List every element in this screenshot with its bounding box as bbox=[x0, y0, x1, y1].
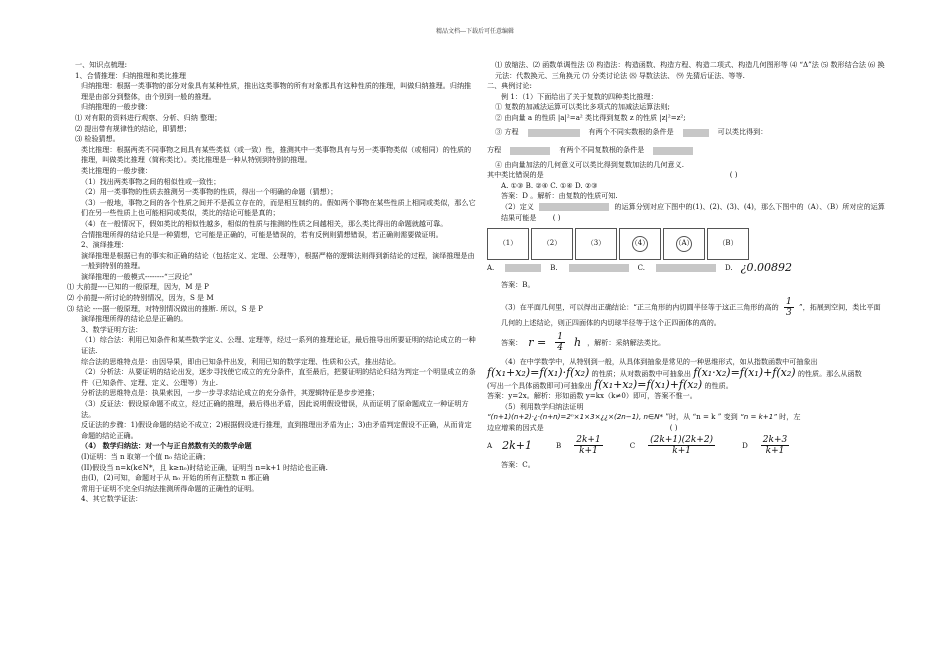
paragraph: （5）利用数学归纳法证明 bbox=[501, 401, 584, 411]
item-text: 可以类比得到： bbox=[717, 127, 768, 137]
answer-blank: ( ) bbox=[669, 422, 678, 432]
list-item: ⑶ 检验猜想。 bbox=[75, 134, 120, 144]
fraction bbox=[648, 435, 715, 456]
list-item: （2）用一类事物的性质去推测另一类事物的性质，得出一个明确的命题（猜想）； bbox=[81, 187, 338, 197]
figure-2 bbox=[531, 228, 573, 260]
figure-label: （B） bbox=[718, 239, 738, 248]
question-line bbox=[487, 170, 887, 181]
paragraph: 综合法的思维特点是：由因导果，即由已知条件出发，利用已知的数学定理、性质和公式，推出结论。 bbox=[81, 356, 401, 366]
item-text: 有两个不同实数根的条件是 bbox=[588, 127, 674, 137]
paragraph: 归纳推理：根据一类事物的部分对象具有某种性质，推出这类事物的所有对象都具有这种性质的推理，叫做归纳推理。归纳推理是由部分到整体，由个别到一般的推理。 bbox=[81, 81, 472, 101]
list-item: (II)假设当 n=k(k∈N*，且 k≥n₀)时结论正确，证明当 n=k+1 时结论也正确. bbox=[81, 462, 328, 472]
option-d-label: D bbox=[742, 440, 748, 450]
list-item: ⑶ 结论 ----据一般原理，对特别情况做出的推断. 所以，S 是 P bbox=[67, 303, 263, 313]
subheading: 1、合情推理：归纳推理和类比推理 bbox=[75, 70, 186, 80]
fraction bbox=[761, 435, 789, 456]
subheading: 3、数学证明方法： bbox=[81, 324, 143, 334]
equation-image bbox=[528, 129, 580, 137]
paragraph: 类比推理：根据两类不同事物之间具有某些类似（或一致）性，推测其中一类事物具有与另一类事物类似（或相同）的性质的推理，叫做类比推理（简称类比）。类比推理是一种从特别到特别的推理。 bbox=[81, 144, 472, 165]
equation: f(x₁+x₂)=f(x₁)·f(x₂) bbox=[487, 365, 590, 379]
answer-text: 答案：y=2x。解析：形如函数 y=kx（k≠0）即可，答案不惟一。 bbox=[487, 391, 697, 401]
left-column bbox=[67, 60, 477, 505]
denominator: k+1 bbox=[672, 446, 691, 457]
paragraph: 常用于证明不完全归纳法推测所得命题的正确性的证明。 bbox=[81, 483, 259, 493]
list-item: （4）在一般情况下，假如类比的相似性越多，相似的性质与推测的性质之间越相关，那么类比得出的命题就越可靠。 bbox=[81, 218, 448, 228]
section-heading: 二、典例讨论: bbox=[487, 81, 532, 91]
figure-label: （2） bbox=[542, 239, 562, 248]
numerator: 1 bbox=[785, 296, 792, 307]
paragraph: （2）分析法：从要证明的结论出发，逐步寻找使它成立的充分条件，直至最后，把要证明的结论归结为判定一个明显成立的条件（已知条件、定理、定义、公理等）为止. bbox=[81, 367, 476, 387]
list-item: （3）一般地，事物之间的各个性质之间并不是孤立存在的，而是相互制约的。假如两个事物在某些性质上相同或类似，那么它们在另一些性质上也可能相同或类似，类比的结论可能是真的； bbox=[81, 197, 476, 218]
figure-label: （4） bbox=[630, 239, 650, 248]
denominator: k+1 bbox=[765, 446, 785, 457]
item-label: 方程 bbox=[487, 145, 502, 155]
paragraph: 归纳推理的一般步骤： bbox=[81, 102, 152, 112]
paragraph bbox=[487, 412, 887, 423]
equation-image bbox=[510, 147, 550, 155]
answer-line bbox=[487, 332, 887, 353]
question-text: 边应增乘的因式是 bbox=[487, 422, 544, 432]
list-item: ⑵ 提出带有规律性的结论，即猜想； bbox=[75, 123, 191, 133]
denominator: 3 bbox=[785, 307, 792, 318]
question-line bbox=[487, 423, 887, 434]
figure-3 bbox=[575, 228, 617, 260]
answer-blank: ( ) bbox=[552, 212, 561, 222]
paragraph: （3）反证法：假设原命题不成立，经过正确的推理，最后得出矛盾，因此说明假设错误，从而证明了原命题成立一种证明方法。 bbox=[81, 399, 469, 419]
equation: f(x₁+x₂)=f(x₁)+f(x₂) bbox=[594, 377, 703, 391]
answer-text: 答案：C。 bbox=[501, 460, 535, 470]
list-item: ⑴ 大前提----已知的一般原理，因为，M 是 P bbox=[67, 282, 209, 292]
figure-4 bbox=[619, 228, 661, 260]
list-item bbox=[487, 124, 887, 142]
list-item: （1）找出两类事物之间的相似性或一致性； bbox=[81, 176, 221, 186]
item-label: ③ 方程 bbox=[495, 127, 519, 137]
paragraph: 类比推理的一般步骤： bbox=[81, 165, 152, 175]
paragraph: 分析法的思维特点是：执果索因，一步一步寻求结论成立的充分条件，其逻辑特征是步步逆推； bbox=[81, 388, 379, 398]
equation-image bbox=[539, 203, 609, 211]
figure-row bbox=[487, 226, 887, 260]
paragraph: （1）综合法：利用已知条件和某些数学定义、公理、定理等，经过一系列的推理论证，最后推导出所要证明的结论成立的一种证法. bbox=[81, 335, 476, 356]
paragraph bbox=[487, 202, 887, 223]
choice-options: A. ①③ B. ②④ C. ①④ D. ②③ bbox=[501, 180, 598, 190]
paragraph: 演绎推理所得的结论总是正确的。 bbox=[81, 314, 188, 324]
paragraph-text: ”时，从 “n = k ” 变到 bbox=[665, 412, 738, 422]
equation: h bbox=[574, 335, 582, 349]
answer-text: 答案：D 。解析：由复数的性质可知. bbox=[501, 191, 618, 201]
option-c-label: C bbox=[629, 440, 636, 450]
paragraph bbox=[487, 377, 887, 392]
list-item: ② 由向量 a 的性质 |a|²=a² 类比得到复数 z 的性质 |z|²=z²; bbox=[495, 112, 686, 122]
paragraph: （4）在中学数学中，从特别到一般，从具体到抽象是常见的一种思维形式，如从指数函数中可抽象出 bbox=[501, 357, 818, 367]
paragraph: 合情推理所得的结论只是一种猜想，它可能是正确的，可能是错误的，若有反例则猜想错误，若正确则需要做证明。 bbox=[81, 229, 443, 239]
equation: r = bbox=[528, 335, 547, 349]
numerator: 2k+3 bbox=[762, 435, 788, 446]
paragraph-text: 时，左 bbox=[779, 412, 801, 422]
numerator: (2k+1)(2k+2) bbox=[650, 435, 714, 446]
option-a-label: A bbox=[487, 440, 493, 450]
choice-options bbox=[487, 262, 887, 274]
list-item: (I)证明：当 n 取第一个值 n₀ 结论正确； bbox=[81, 451, 210, 461]
paragraph: 由(I)，(2)可知，命题对于从 n₀ 开始的所有正整数 n 都正确 bbox=[81, 473, 270, 483]
figure-label: （1） bbox=[498, 239, 518, 248]
list-item: ④ 由向量加法的几何意义可以类比得到复数加法的几何意义. bbox=[495, 159, 684, 169]
figure-a bbox=[663, 228, 705, 260]
denominator: 4 bbox=[557, 343, 563, 354]
option-b-label: B bbox=[556, 440, 562, 450]
option-d-value: ¿0.00892 bbox=[740, 260, 792, 274]
option-a-label: A. bbox=[487, 263, 495, 272]
fraction bbox=[574, 435, 602, 456]
list-item: ⑴ 对有限的资料进行观察、分析、归纳 整理； bbox=[75, 112, 222, 122]
equation: “n = k+1” bbox=[740, 412, 777, 422]
option-b-label: B. bbox=[550, 263, 558, 272]
numerator: 1 bbox=[557, 332, 563, 343]
question-text: 其中类比错误的是 bbox=[487, 170, 544, 180]
figure-1 bbox=[487, 228, 529, 260]
section-heading: 一、知识点梳理: bbox=[75, 60, 128, 69]
option-c-label: C. bbox=[637, 263, 645, 272]
figure-label: （3） bbox=[586, 239, 606, 248]
figure-label: （A） bbox=[674, 239, 694, 248]
equation-image bbox=[656, 264, 716, 272]
list-item bbox=[487, 142, 887, 160]
item-label: （2）定义 bbox=[501, 201, 534, 211]
paragraph: （4） 数学归纳法：对一个与正自然数有关的数学命题 bbox=[81, 441, 252, 451]
numerator: 2k+1 bbox=[576, 435, 601, 446]
right-column bbox=[487, 60, 887, 471]
equation-image bbox=[505, 264, 541, 272]
paragraph bbox=[487, 297, 887, 329]
figure-b bbox=[707, 228, 749, 260]
paragraph-text: (写出一个具体函数即可)可抽象出 bbox=[487, 380, 592, 390]
paragraph-text: 的性质；从对数函数中可抽象出 bbox=[591, 368, 691, 378]
fraction bbox=[555, 332, 565, 353]
paragraph: 反证法的步骤：1)假设命题的结论不成立；2)根据假设进行推理，直到推理出矛盾为止；3)由矛盾判定假设不正确，从而肯定命题的结论正确。 bbox=[81, 420, 472, 440]
answer-text: ，解析：采纳解法类比。 bbox=[587, 337, 666, 347]
list-item: ⑵ 小前提---所讨论的特别情况，因为，S 是 M bbox=[67, 293, 214, 303]
equation-image bbox=[683, 129, 709, 137]
paragraph: ⑴ 放缩法、⑵ 函数单调性法 ⑶ 构造法：构造函数、构造方程、构造二项式、构造几何图形等 ⑷ “Δ”法 ⑸ 数形结合法 ⑹ 换元法：代数换元、三角换元 ⑺ 分类讨论法 ⑻ 导数法法、 ⑼ 先猜后证法、等等. bbox=[495, 60, 885, 80]
answer-label: 答案： bbox=[501, 337, 523, 347]
option-a-value: 2k+1 bbox=[502, 438, 533, 452]
equation-image bbox=[569, 264, 629, 272]
item-text: 的运算分别对应下图中的(1)、(2)、(3)、(4)，那么下图中的（A）、（B）所对应的运算结果可能是 bbox=[501, 201, 885, 222]
choice-options bbox=[487, 435, 887, 456]
paragraph-text: 的性质。那么从函数 bbox=[797, 368, 862, 378]
subheading: 2、演绎推理： bbox=[81, 240, 129, 250]
list-item: ① 复数的加减法运算可以类比多项式的加减法运算法则; bbox=[495, 102, 670, 112]
page-watermark: 精品文档---下载后可任意编辑 bbox=[435, 28, 515, 35]
equation: “(n+1)(n+2)·¿·(n+n)=2ⁿ×1×3×¿¿×(2n−1), n∈N* bbox=[487, 412, 664, 422]
equation-image bbox=[653, 147, 693, 155]
fraction bbox=[784, 297, 794, 318]
equation: f(x₁·x₂)=f(x₁)+f(x₂) bbox=[693, 365, 796, 379]
denominator: k+1 bbox=[579, 446, 598, 457]
paragraph: 演绎推理是根据已有的事实和正确的结论（包括定义、定理、公理等），根据严格的逻辑法则得到新结论的过程，演绎推理是由一般到特别的推理。 bbox=[81, 250, 475, 271]
question-text: ”，拓展到空间，类比平面几何的上述结论，则正四面体的内切球半径等于这个正四面体的高的。 bbox=[501, 302, 881, 327]
option-d-label: D. bbox=[725, 263, 733, 272]
answer-blank: ( ) bbox=[729, 170, 738, 180]
subheading: 4、其它数学证法： bbox=[81, 494, 143, 504]
example-heading: 例 1：（1）下面给出了关于复数的四种类比推理： bbox=[501, 91, 658, 101]
paragraph: 演绎推理的一般模式--------“三段论” bbox=[81, 271, 193, 281]
paragraph-text: 的性质。 bbox=[704, 380, 733, 390]
answer-text: 答案：B。 bbox=[501, 280, 535, 290]
item-text: 有两个不同复数根的条件是 bbox=[559, 145, 645, 155]
question-text: （3）在平面几何里，可以得出正确结论：“正三角形的内切圆半径等于这正三角形的高的 bbox=[501, 302, 779, 312]
